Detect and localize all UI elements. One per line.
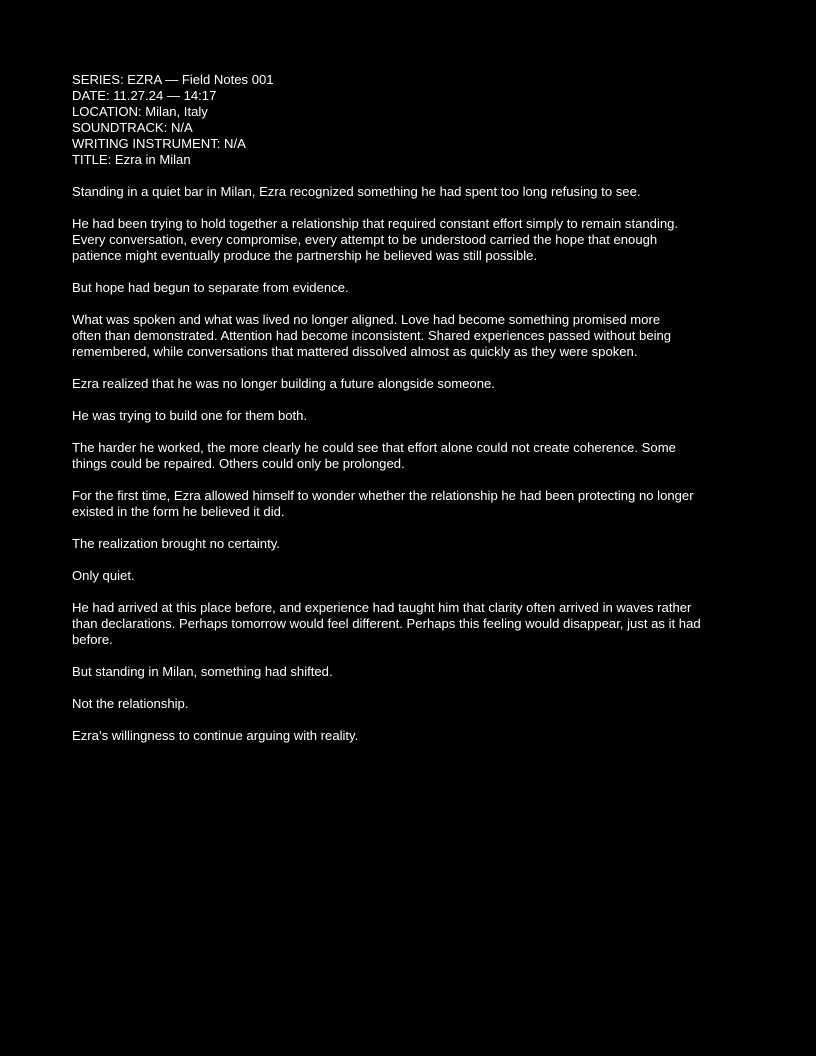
paragraph-line: patience might eventually produce the partnership he believed was still possible. bbox=[72, 248, 538, 263]
paragraph-line: He had been trying to hold together a relationship that required constant effort simply to remain standing. bbox=[72, 216, 679, 231]
metadata-header bbox=[72, 72, 752, 168]
body-paragraph bbox=[72, 440, 752, 472]
body-paragraph bbox=[72, 696, 752, 712]
paragraph-line: What was spoken and what was lived no longer aligned. Love had become something promised more bbox=[72, 312, 661, 327]
paragraph-line: than declarations. Perhaps tomorrow would feel different. Perhaps this feeling would disappear, just as it had bbox=[72, 616, 701, 631]
paragraph-line: existed in the form he believed it did. bbox=[72, 504, 285, 519]
body-paragraph bbox=[72, 488, 752, 520]
paragraph-line: The harder he worked, the more clearly he could see that effort alone could not create coherence. Some bbox=[72, 440, 676, 455]
paragraph-line: He was trying to build one for them both. bbox=[72, 408, 308, 423]
writing-instrument-line: WRITING INSTRUMENT: N/A bbox=[72, 136, 246, 151]
paragraph-line: For the first time, Ezra allowed himself to wonder whether the relationship he had been protecting no longer bbox=[72, 488, 694, 503]
body-paragraph bbox=[72, 664, 752, 680]
soundtrack-line: SOUNDTRACK: N/A bbox=[72, 120, 193, 135]
paragraph-line: often than demonstrated. Attention had become inconsistent. Shared experiences passed without being bbox=[72, 328, 672, 343]
date-line: DATE: 11.27.24 — 14:17 bbox=[72, 88, 217, 103]
body-paragraph bbox=[72, 216, 752, 264]
paragraph-line: Standing in a quiet bar in Milan, Ezra recognized something he had spent too long refusing to see. bbox=[72, 184, 641, 199]
paragraphs-container bbox=[72, 184, 752, 744]
body-paragraph bbox=[72, 536, 752, 552]
body-paragraph bbox=[72, 600, 752, 648]
paragraph-line: Ezra’s willingness to continue arguing with reality. bbox=[72, 728, 359, 743]
body-paragraph bbox=[72, 568, 752, 584]
paragraph-line: He had arrived at this place before, and experience had taught him that clarity often arrived in waves rather bbox=[72, 600, 692, 615]
body-paragraph bbox=[72, 376, 752, 392]
paragraph-line: before. bbox=[72, 632, 113, 647]
paragraph-line: things could be repaired. Others could only be prolonged. bbox=[72, 456, 405, 471]
paragraph-line: But standing in Milan, something had shifted. bbox=[72, 664, 333, 679]
paragraph-line: But hope had begun to separate from evidence. bbox=[72, 280, 349, 295]
paragraph-line: The realization brought no certainty. bbox=[72, 536, 280, 551]
paragraph-line: Ezra realized that he was no longer building a future alongside someone. bbox=[72, 376, 495, 391]
body-paragraph bbox=[72, 728, 752, 744]
paragraph-line: remembered, while conversations that mattered dissolved almost as quickly as they were spoken. bbox=[72, 344, 638, 359]
title-line: TITLE: Ezra in Milan bbox=[72, 152, 191, 167]
location-line: LOCATION: Milan, Italy bbox=[72, 104, 208, 119]
paragraph-line: Every conversation, every compromise, every attempt to be understood carried the hope that enough bbox=[72, 232, 658, 247]
paragraph-line: Not the relationship. bbox=[72, 696, 189, 711]
body-paragraph bbox=[72, 184, 752, 200]
paragraph-line: Only quiet. bbox=[72, 568, 135, 583]
series-line: SERIES: EZRA — Field Notes 001 bbox=[72, 72, 274, 87]
body-paragraph bbox=[72, 280, 752, 296]
body-paragraph bbox=[72, 312, 752, 360]
document-body bbox=[72, 72, 752, 760]
body-paragraph bbox=[72, 408, 752, 424]
